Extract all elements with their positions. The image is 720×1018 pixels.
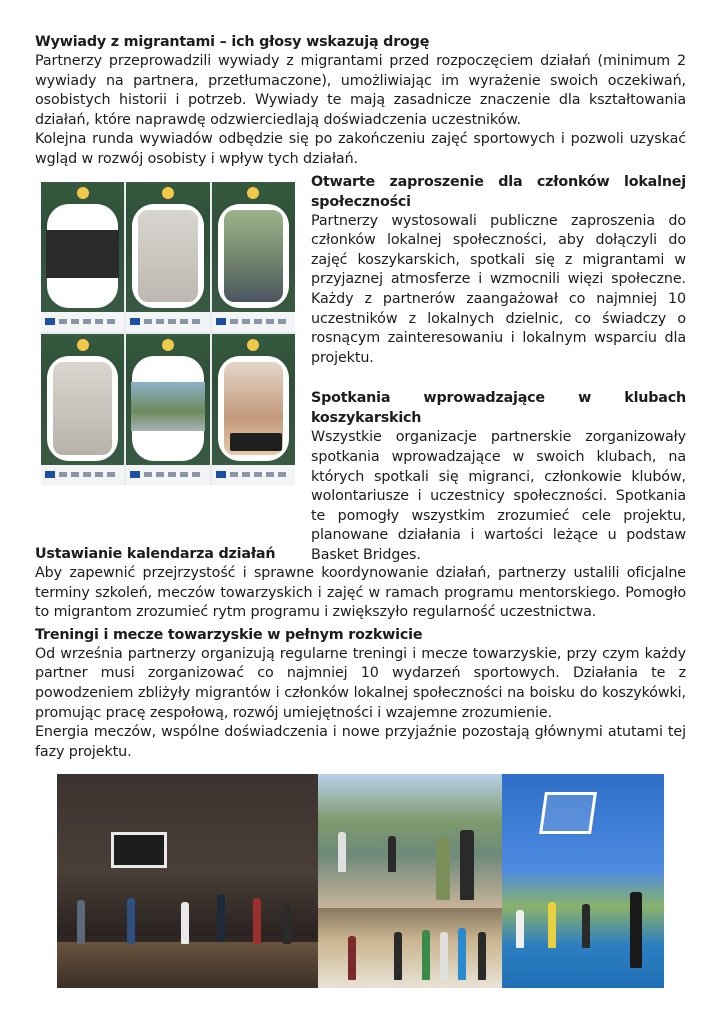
backboard (111, 832, 167, 868)
basketball-hoop (539, 792, 597, 834)
court-photo (131, 382, 204, 431)
trainings-heading: Treningi i mecze towarzyskie w pełnym rozkwicie (35, 626, 423, 643)
team-photo (318, 908, 502, 988)
right-column (311, 172, 686, 566)
collage-post (41, 334, 124, 485)
intro-meetings-body: Wszystkie organizacje partnerskie zorganizowały spotkania wprowadzające w swoich klubach, na których spotkali się migranci, członkowie klubów, wolontariusze i uczestnicy społeczności. Spotkania te pomogły wszystkim zrozumieć cele projektu, planowane działania i wartości leżące u podstaw Basket Bridges. (311, 429, 686, 563)
collage-post (212, 182, 295, 333)
caption-overlay (230, 433, 282, 451)
collage-post (126, 182, 209, 333)
eu-logos-strip (41, 465, 124, 485)
intro-meetings-heading: Spotkania wprowadzające w klubach koszykarskich (311, 390, 686, 427)
eu-logos-strip (126, 465, 209, 485)
indoor-gym-photo (57, 774, 318, 988)
interview-photo (138, 210, 197, 303)
outdoor-court-photo (318, 774, 502, 908)
blue-court-photo (502, 774, 664, 988)
interviews-paragraph-2: Kolejna runda wywiadów odbędzie się po zakończeniu zajęć sportowych i pozwoli uzyskać wgląd w rozwój osobisty i wpływ tych działań. (35, 131, 686, 167)
eu-logos-strip (41, 312, 124, 332)
basketball-photo-collage (57, 774, 664, 988)
gym-floor (57, 942, 318, 988)
eu-logos-strip (212, 312, 295, 332)
open-invitation-body: Partnerzy wystosowali publiczne zaproszenia do członków lokalnej społeczności, aby dołączyli do zajęć koszykarskich, spotkali się z migrantami w przyjaznej atmosferze i wzmocnili więzi społeczne. Każdy z partnerów zaangażował co najmniej 10 uczestników z lokalnych dzielnic, co świadczy o rosnącym zainteresowaniu i lokalnym wsparciu dla projektu. (311, 212, 686, 366)
trainings-paragraph-1: Od września partnerzy organizują regularne treningi i mecze towarzyskie, przy czym każdy partner musi zorganizować co najmniej 10 wydarzeń sportowych. Działania te z powodzeniem zbliżyły migrantów i członków lokalnej społeczności na boisku do koszykówki, promując pracę zespołową, rozwój umiejętności i wzajemne zrozumienie. (35, 645, 686, 721)
collage-post (212, 334, 295, 485)
group-photo (224, 210, 283, 303)
eu-logos-strip (212, 465, 295, 485)
certificate-photo (53, 362, 112, 455)
page-bottom (35, 544, 686, 762)
interviews-heading: Wywiady z migrantami – ich głosy wskazują drogę (35, 34, 430, 50)
calendar-body: Aby zapewnić przejrzystość i sprawne koordynowanie działań, partnerzy ustalili oficjalne terminy szkoleń, meczów towarzyskich i zajęć w ramach programu mentorskiego. Pomogło to migrantom zrozumieć rytm programu i zwiększyło regularność uczestnictwa. (35, 565, 686, 621)
collage-post (41, 182, 124, 333)
trainings-paragraph-2: Energia meczów, wspólne doświadczenia i nowe przyjaźnie pozostają głównymi atutami tej fazy projektu. (35, 724, 686, 760)
calendar-heading: Ustawianie kalendarza działań (35, 546, 276, 562)
open-invitation-heading: Otwarte zaproszenie dla członków lokalnej społeczności (311, 173, 686, 210)
interview-photo (46, 230, 119, 279)
eu-logos-strip (126, 312, 209, 332)
social-media-collage (41, 182, 295, 485)
collage-post (126, 334, 209, 485)
interviews-paragraph-1: Partnerzy przeprowadzili wywiady z migrantami przed rozpoczęciem działań (minimum 2 wywiady na partnera, przetłumaczone), umożliwiając im wyrażenie swoich oczekiwań, osobistych historii i potrzeb. Wywiady te mają zasadnicze znaczenie dla kształtowania działań, które naprawdę odzwierciedlają doświadczenia uczestników. (35, 53, 686, 128)
